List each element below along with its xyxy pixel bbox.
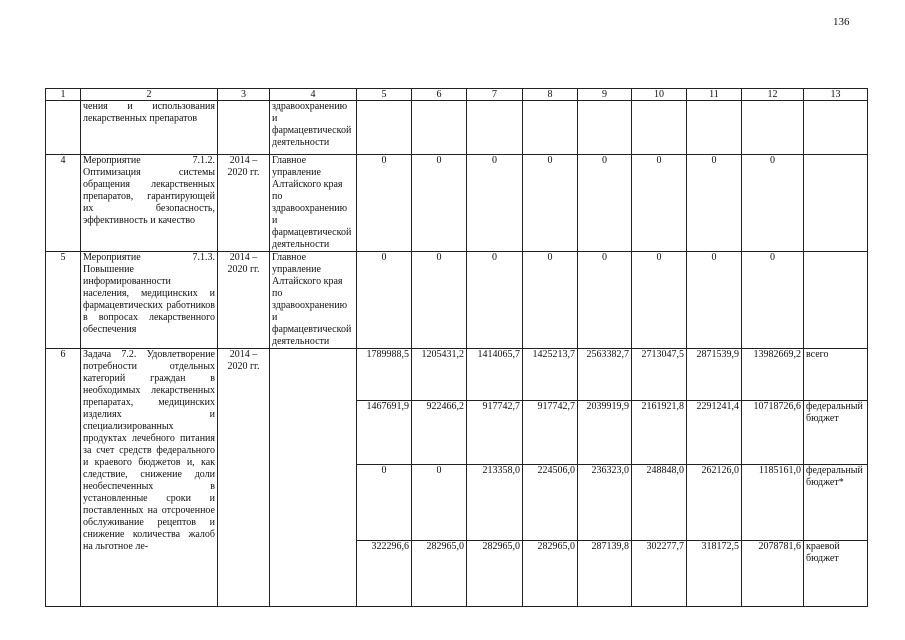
value-cell: 1205431,2 xyxy=(412,349,467,401)
table-row xyxy=(46,155,868,252)
row-number-cell: 6 xyxy=(46,349,81,607)
value-cell: 0 xyxy=(687,155,742,252)
value-cell: 1789988,5 xyxy=(357,349,412,401)
period-cell: 2014 – 2020 гг. xyxy=(218,252,270,349)
value-cell: 1414065,7 xyxy=(467,349,523,401)
value-cell: 2871539,9 xyxy=(687,349,742,401)
value-cell: 0 xyxy=(687,252,742,349)
source-cell xyxy=(804,155,868,252)
source-cell: краевой бюджет xyxy=(804,541,868,607)
table-row-task xyxy=(46,349,868,401)
value-cell: 282965,0 xyxy=(523,541,578,607)
value-cell: 0 xyxy=(467,155,523,252)
row-number-cell: 5 xyxy=(46,252,81,349)
value-cell: 2291241,4 xyxy=(687,401,742,465)
measure-name-cell: Мероприятие 7.1.3. Повышение информированности населения, медицинских и фармацевтических работников в вопросах лекарственного обеспечения xyxy=(81,252,218,349)
column-header: 7 xyxy=(467,89,523,101)
measure-name-cell: чения и использования лекарственных препаратов xyxy=(81,101,218,155)
value-cell: 0 xyxy=(578,252,632,349)
value-cell: 13982669,2 xyxy=(742,349,804,401)
column-header: 11 xyxy=(687,89,742,101)
value-cell: 0 xyxy=(632,252,687,349)
value-cell: 302277,7 xyxy=(632,541,687,607)
column-header: 10 xyxy=(632,89,687,101)
executor-cell: Главное управление Алтайского края по здравоохранению и фармацевтической деятельности xyxy=(270,252,357,349)
executor-cell: здравоохранению и фармацевтической деятельности xyxy=(270,101,357,155)
value-cell: 0 xyxy=(742,155,804,252)
value-cell: 2563382,7 xyxy=(578,349,632,401)
value-cell: 236323,0 xyxy=(578,465,632,541)
value-cell: 922466,2 xyxy=(412,401,467,465)
value-cell: 248848,0 xyxy=(632,465,687,541)
value-cell: 224506,0 xyxy=(523,465,578,541)
table-header-row xyxy=(46,89,868,101)
value-cell: 0 xyxy=(523,252,578,349)
source-cell: всего xyxy=(804,349,868,401)
measure-name-cell: Мероприятие 7.1.2. Оптимизация системы обращения лекарственных препаратов, гарантирующей их безопасность, эффективность и качество xyxy=(81,155,218,252)
value-cell: 2161921,8 xyxy=(632,401,687,465)
column-header: 4 xyxy=(270,89,357,101)
column-header: 12 xyxy=(742,89,804,101)
value-cell: 282965,0 xyxy=(467,541,523,607)
value-cell: 0 xyxy=(357,155,412,252)
column-header: 6 xyxy=(412,89,467,101)
period-cell xyxy=(218,101,270,155)
budget-table xyxy=(45,88,868,607)
column-header: 9 xyxy=(578,89,632,101)
value-cell: 0 xyxy=(467,252,523,349)
executor-cell xyxy=(270,349,357,607)
value-cell: 213358,0 xyxy=(467,465,523,541)
task-name-cell: Задача 7.2. Удовлетворение потребности отдельных категорий граждан в необходимых лекарственных препаратах, медицинских изделиях и специализированных продуктах лечебного питания за счет средств федерального и краевого бюджетов и, как следствие, снижение доли необеспеченных в установленные сроки и поставленных на отсроченное обслуживание рецептов и снижение количества жалоб на льготное ле- xyxy=(81,349,218,607)
value-cell: 917742,7 xyxy=(467,401,523,465)
value-cell: 2713047,5 xyxy=(632,349,687,401)
source-cell xyxy=(804,252,868,349)
value-cell: 322296,6 xyxy=(357,541,412,607)
source-cell: федеральный бюджет* xyxy=(804,465,868,541)
column-header: 1 xyxy=(46,89,81,101)
value-cell: 0 xyxy=(357,465,412,541)
value-cell: 1185161,0 xyxy=(742,465,804,541)
value-cell: 1425213,7 xyxy=(523,349,578,401)
value-cell: 282965,0 xyxy=(412,541,467,607)
value-cell: 10718726,6 xyxy=(742,401,804,465)
column-header: 2 xyxy=(81,89,218,101)
value-cell: 0 xyxy=(412,155,467,252)
value-cell: 287139,8 xyxy=(578,541,632,607)
value-cell: 0 xyxy=(632,155,687,252)
value-cell: 262126,0 xyxy=(687,465,742,541)
column-header: 5 xyxy=(357,89,412,101)
value-cell: 0 xyxy=(412,252,467,349)
column-header: 8 xyxy=(523,89,578,101)
column-header: 3 xyxy=(218,89,270,101)
value-cell: 0 xyxy=(412,465,467,541)
value-cell: 318172,5 xyxy=(687,541,742,607)
row-number-cell xyxy=(46,101,81,155)
executor-cell: Главное управление Алтайского края по здравоохранению и фармацевтической деятельности xyxy=(270,155,357,252)
period-cell: 2014 – 2020 гг. xyxy=(218,155,270,252)
table-row xyxy=(46,252,868,349)
row-number-cell: 4 xyxy=(46,155,81,252)
value-cell: 917742,7 xyxy=(523,401,578,465)
page-number: 136 xyxy=(833,16,850,28)
value-cell: 0 xyxy=(742,252,804,349)
value-cell: 0 xyxy=(578,155,632,252)
value-cell: 1467691,9 xyxy=(357,401,412,465)
column-header: 13 xyxy=(804,89,868,101)
source-cell: федеральный бюджет xyxy=(804,401,868,465)
table-row-continuation xyxy=(46,101,868,155)
value-cell: 0 xyxy=(523,155,578,252)
period-cell: 2014 – 2020 гг. xyxy=(218,349,270,607)
value-cell: 2078781,6 xyxy=(742,541,804,607)
value-cell: 2039919,9 xyxy=(578,401,632,465)
value-cell: 0 xyxy=(357,252,412,349)
